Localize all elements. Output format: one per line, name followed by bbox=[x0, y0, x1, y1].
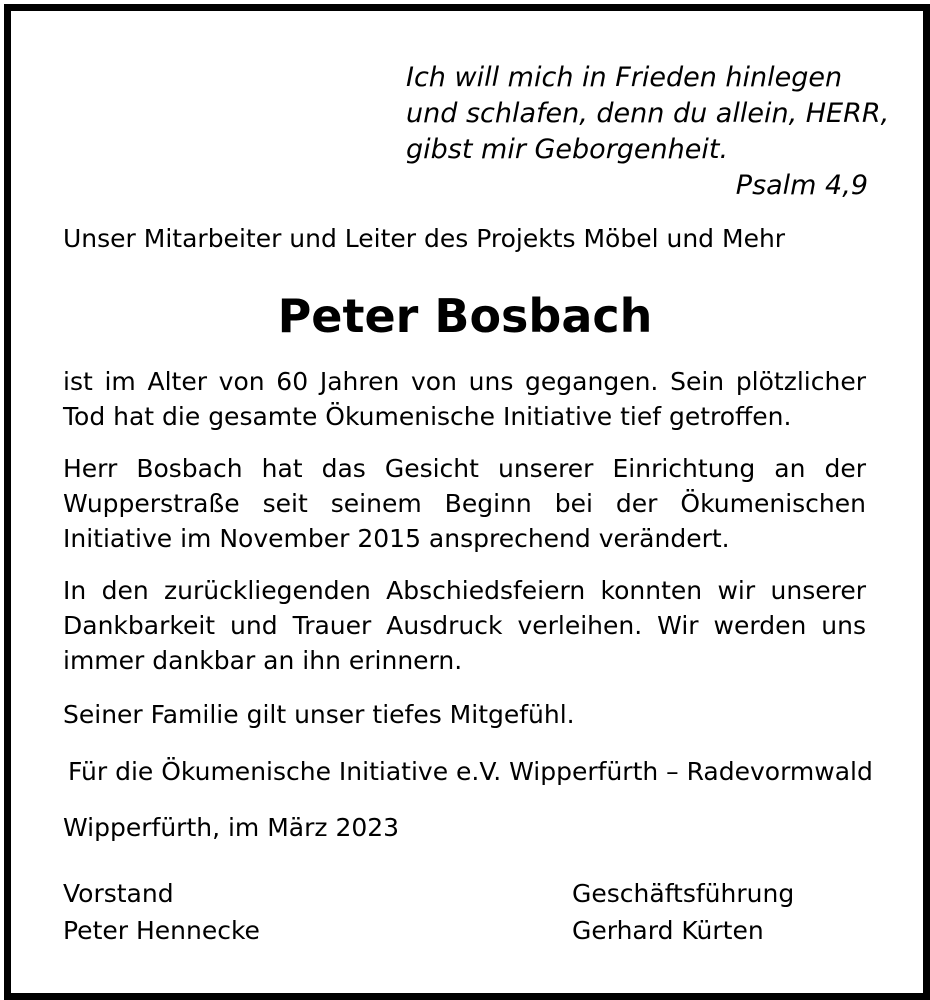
organization-line: Für die Ökumenische Initiative e.V. Wipperfürth – Radevormwald bbox=[68, 757, 873, 786]
paragraph bbox=[63, 573, 866, 678]
signature-role: Vorstand bbox=[63, 879, 174, 908]
signature-board bbox=[63, 875, 260, 949]
signature-name: Gerhard Kürten bbox=[572, 916, 764, 945]
verse-line: Ich will mich in Frieden hinlegen bbox=[406, 62, 843, 93]
signature-name: Peter Hennecke bbox=[63, 916, 260, 945]
paragraph-line: immer dankbar an ihn erinnern. bbox=[63, 646, 463, 675]
intro-text: Unser Mitarbeiter und Leiter des Projekts Möbel und Mehr bbox=[63, 224, 786, 253]
paragraph-line: ist im Alter von 60 Jahren von uns gegangen. Sein plötzlicher bbox=[63, 367, 866, 396]
paragraph-line: In den zurückliegenden Abschiedsfeiern konnten wir unserer bbox=[63, 576, 866, 605]
paragraph-line: Initiative im November 2015 ansprechend verändert. bbox=[63, 524, 730, 553]
paragraph bbox=[63, 364, 866, 434]
verse-line: gibst mir Geborgenheit. bbox=[406, 134, 729, 165]
signature-role: Geschäftsführung bbox=[572, 879, 795, 908]
bible-verse bbox=[406, 60, 890, 204]
paragraph-line: Seiner Familie gilt unser tiefes Mitgefühl. bbox=[63, 700, 575, 729]
paragraph-line: Herr Bosbach hat das Gesicht unserer Einrichtung an der bbox=[63, 454, 866, 483]
paragraph-line: Wupperstraße seit seinem Beginn bei der Ökumenischen bbox=[63, 489, 866, 518]
paragraph-line: Tod hat die gesamte Ökumenische Initiative tief getroffen. bbox=[63, 402, 792, 431]
paragraph-line: Dankbarkeit und Trauer Ausdruck verleihen. Wir werden uns bbox=[63, 611, 866, 640]
place-date: Wipperfürth, im März 2023 bbox=[63, 813, 400, 842]
verse-line: und schlafen, denn du allein, HERR, bbox=[406, 98, 890, 129]
signature-management bbox=[572, 875, 794, 949]
verse-source: Psalm 4,9 bbox=[735, 170, 868, 201]
paragraph bbox=[63, 451, 866, 556]
paragraph bbox=[63, 697, 866, 732]
deceased-name: Peter Bosbach bbox=[277, 289, 653, 343]
